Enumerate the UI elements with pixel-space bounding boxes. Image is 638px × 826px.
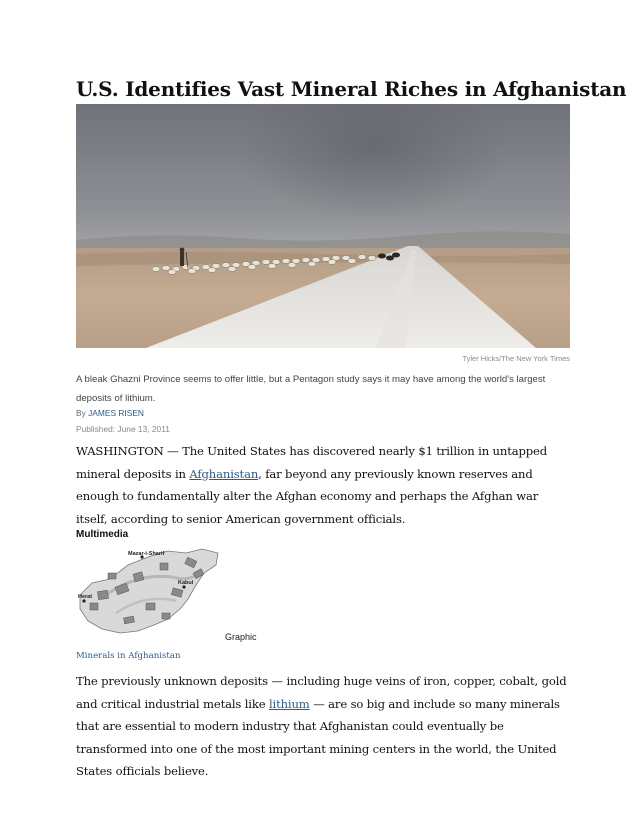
paragraph-1-text-a: WASHINGTON — The United States has discovered nearly $1 trillion in untapped mineral deposits in: [76, 444, 547, 481]
article-paragraph-2: [76, 670, 570, 783]
byline-prefix: By: [76, 408, 86, 418]
afghanistan-link[interactable]: Afghanistan: [189, 466, 259, 481]
photo-credit: Tyler Hicks/The New York Times: [462, 354, 570, 363]
afghanistan-map-graphic: [76, 543, 223, 637]
paragraph-1-text-b: , far beyond any previously known reserves and enough to fundamentally alter the Afghan economy and perhaps the Afghan war itself, according to senior American government officials.: [76, 466, 539, 526]
minerals-map-thumbnail[interactable]: [76, 543, 223, 637]
publish-date: Published: June 13, 2011: [76, 424, 170, 434]
article-paragraph-1: [76, 440, 570, 530]
article-headline: U.S. Identifies Vast Mineral Riches in Afghanistan: [76, 77, 627, 101]
map-label-north: Mazar-i-Sharif: [128, 551, 165, 557]
map-label-east: Kabul: [178, 580, 194, 586]
byline: [76, 408, 144, 418]
paragraph-2-text-b: — are so big and include so many minerals that are essential to modern industry that Afghanistan could eventually be transformed into one of the most important mining centers in the world, the United States officials believe.: [76, 696, 560, 779]
photo-desert-road-sheep: [76, 104, 570, 348]
graphic-label: Graphic: [225, 632, 257, 642]
author-link[interactable]: JAMES RISEN: [88, 408, 144, 418]
multimedia-heading: Multimedia: [76, 529, 129, 540]
paragraph-2-text-a: The previously unknown deposits — including huge veins of iron, copper, cobalt, gold and critical industrial metals like: [76, 674, 567, 711]
minerals-graphic-link[interactable]: Minerals in Afghanistan: [76, 651, 181, 661]
lithium-link[interactable]: lithium: [268, 696, 310, 711]
article-photo: [76, 104, 570, 348]
map-label-west: Herat: [78, 594, 93, 600]
photo-caption: A bleak Ghazni Province seems to offer little, but a Pentagon study says it may have among the world's largest deposits of lithium.: [76, 374, 546, 404]
